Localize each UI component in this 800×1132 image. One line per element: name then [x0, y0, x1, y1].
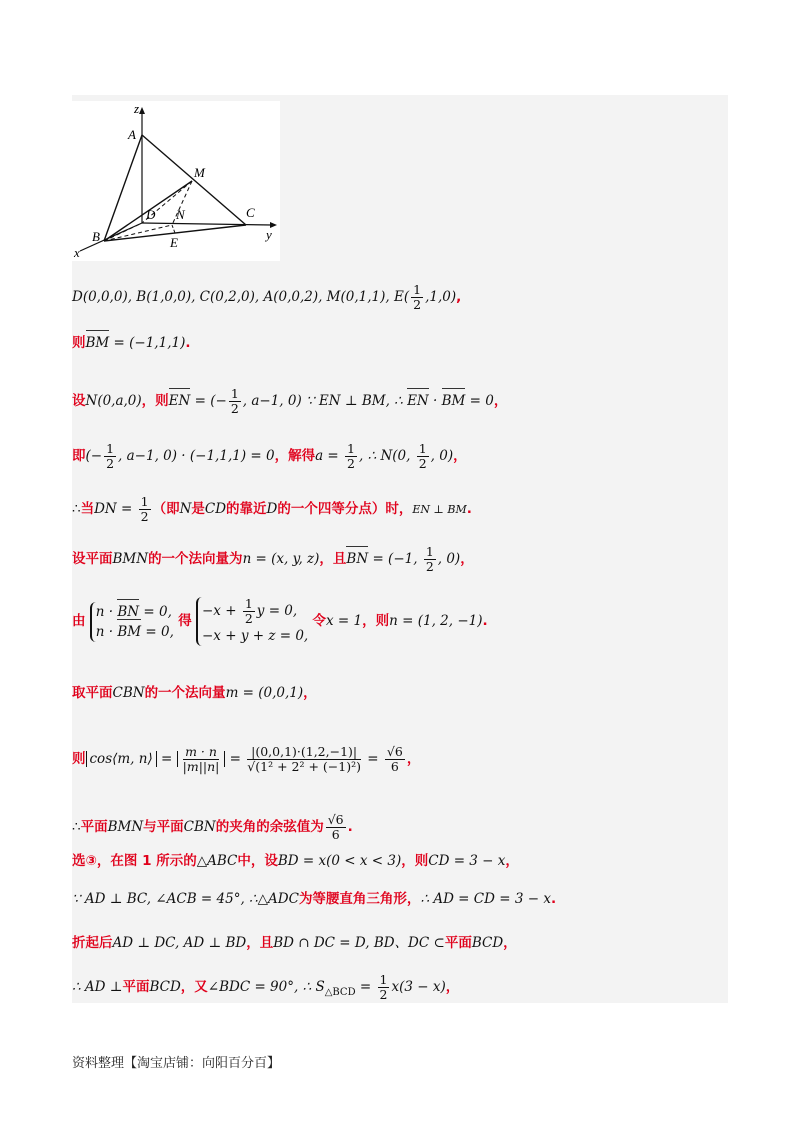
system-right: −x + $\frac{1}{2}$ y = 0, −x + y + z = 0,	[196, 597, 308, 646]
label-b: B	[92, 229, 100, 244]
z-arrow	[139, 107, 145, 114]
dn-condition-line: ∴当DN = $\frac{1}{2}$ （即N是CD的靠近D的一个四等分点）时，EN ⊥ BM.	[72, 494, 472, 524]
segment-ne	[172, 225, 175, 233]
label-m: M	[194, 165, 205, 180]
label-c: C	[246, 205, 255, 220]
cosine-line: 则 cos⟨m, n⟩ = $\frac{m \cdot n}{|m||n|}$ = $\frac{|(0,0,1)\cdot(1,2,-1)|}{\text{√(1² + 2² + (−1)²)}}$ = $\frac{√6}{6}$ ，	[72, 744, 421, 774]
label-n: N	[176, 207, 185, 222]
bmn-normal-line: 设平面BMN的一个法向量为n = (x, y, z)，且BN = (−1, $\frac{1}{2}$ , 0)，	[72, 544, 474, 574]
angle-result-line: ∴平面BMN与平面CBN的夹角的余弦值为 $\frac{√6}{6}$ .	[72, 812, 353, 842]
option3-line: 选③，在图 1 所示的△ABC中，设BD = x(0 < x < 3)，则CD = 3 − x，	[72, 853, 519, 869]
solution-panel	[72, 95, 728, 1003]
equation-system-line: 由 n · BN = 0, n · BM = 0, 得 −x + $\frac{1}{2}$ y = 0, −x + y + z = 0, 令x = 1，则n = (1, 2, −1).	[72, 596, 488, 644]
fold-line: 折起后AD ⊥ DC, AD ⊥ BD，且BD ∩ DC = D, BD、DC ⊂平面BCD，	[72, 935, 517, 951]
area-line: ∴ AD ⊥平面BCD，又∠BDC = 90°, ∴ $S_{\triangle BCD}$ = $\frac{1}{2}$ x(3 − x)，	[72, 972, 460, 1002]
isosceles-line: ∵ AD ⊥ BC, ∠ACB = 45°, ∴△ADC为等腰直角三角形，∴ AD = CD = 3 − x.	[72, 891, 557, 907]
label-z: z	[134, 101, 140, 116]
cbn-normal-line: 取平面CBN的一个法向量m = (0,0,1)，	[72, 685, 317, 701]
bm-vector-line: 则BM = (−1,1,1).	[72, 335, 191, 351]
tetrahedron-diagram	[72, 101, 280, 261]
label-y: y	[266, 227, 272, 242]
segment-bn	[104, 225, 172, 241]
geometry-figure	[72, 101, 280, 261]
footer-source: 资料整理【淘宝店铺：向阳百分百】	[72, 1056, 281, 1071]
label-d: D	[146, 207, 156, 222]
en-vector-line: 设N(0,a,0)，则EN = (− $\frac{1}{2}$ , a−1, 0) ∵ EN ⊥ BM, ∴ EN · BM = 0，	[72, 386, 508, 416]
label-x: x	[74, 245, 80, 260]
coords-line: D(0,0,0), B(1,0,0), C(0,2,0), A(0,0,2), M(0,1,1), E( $\frac{1}{2}$ ,1,0),	[72, 282, 462, 312]
y-axis	[142, 223, 272, 225]
system-left: n · BN = 0, n · BM = 0,	[90, 602, 174, 642]
label-e: E	[170, 235, 178, 250]
solve-a-line: 即(− $\frac{1}{2}$ , a−1, 0) · (−1,1,1) = 0，解得a = $\frac{1}{2}$ , ∴ N(0, $\frac{1}{2}$ , 0)，	[72, 441, 467, 471]
label-a: A	[128, 127, 136, 142]
edge-ac	[142, 135, 246, 225]
